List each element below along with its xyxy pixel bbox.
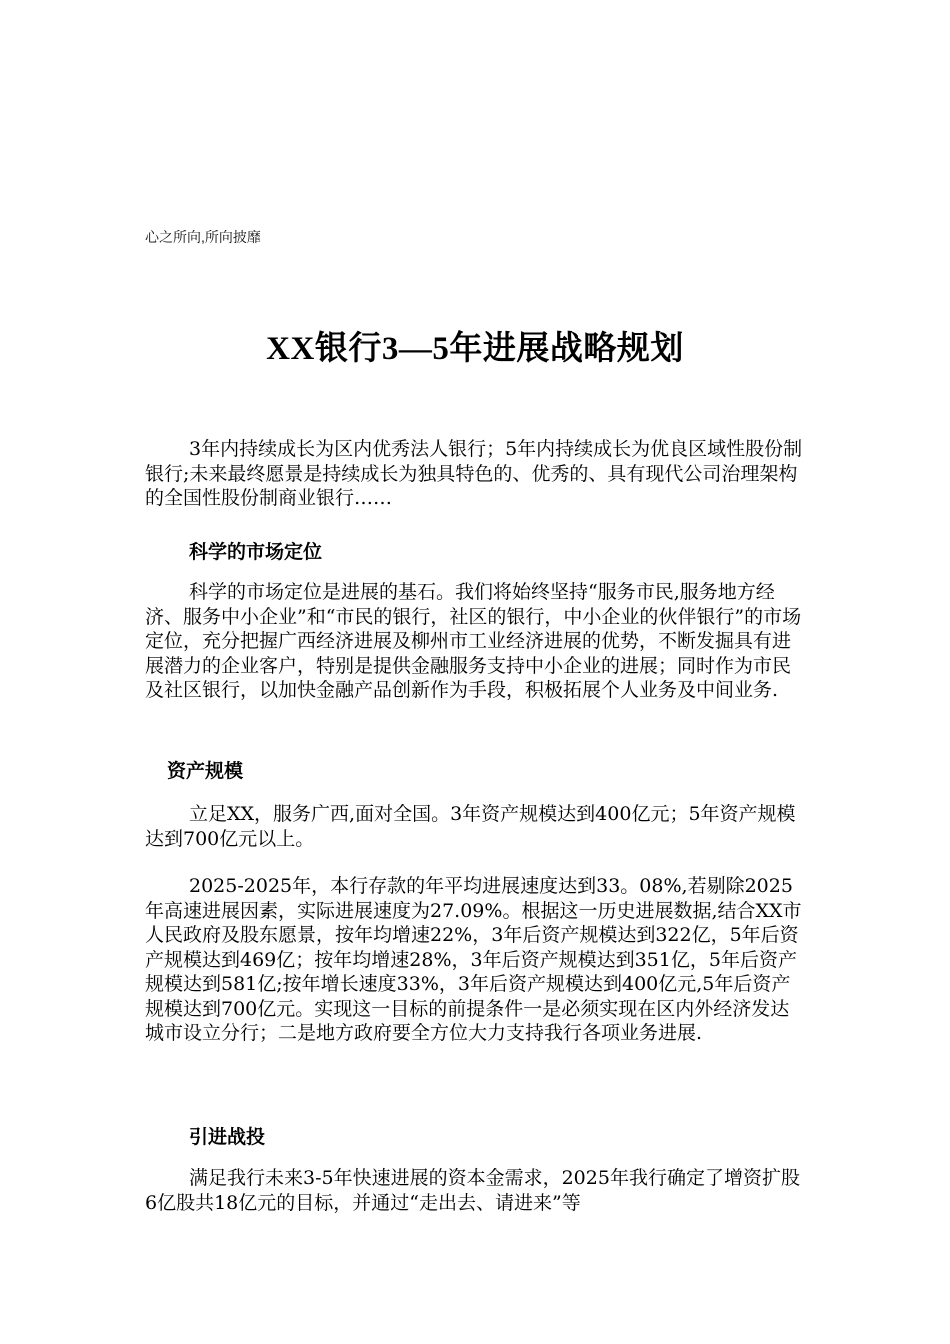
paragraph: 满足我行未来3-5年快速进展的资本金需求，2025年我行确定了增资扩股6亿股共18亿元的目标，并通过“走出去、请进来”等 (145, 1167, 800, 1214)
page-header-motto: 心之所向,所向披靡 (145, 229, 261, 245)
document-title: XX银行3—5年进展战略规划 (266, 331, 684, 367)
section-heading-strategic-investors: 引进战投 (189, 1126, 266, 1148)
intro-paragraph-block (145, 437, 805, 511)
section-body-strategic-investors (145, 1166, 805, 1215)
section-body-asset-scale-1 (145, 802, 805, 851)
section-body-asset-scale-2 (145, 874, 805, 1046)
intro-paragraph: 3年内持续成长为区内优秀法人银行；5年内持续成长为优良区域性股份制银行;未来最终愿景是持续成长为独具特色的、优秀的、具有现代公司治理架构的全国性股份制商业银行…… (145, 438, 803, 509)
paragraph: 科学的市场定位是进展的基石。我们将始终坚持“服务市民,服务地方经济、服务中小企业”和“市民的银行，社区的银行，中小企业的伙伴银行”的市场定位，充分把握广西经济进展及柳州市工业经济进展的优势，不断发掘具有进展潜力的企业客户，特别是提供金融服务支持中小企业的进展；同时作为市民及社区银行，以加快金融产品创新作为手段，积极拓展个人业务及中间业务. (145, 581, 802, 701)
section-body-market-positioning (145, 580, 805, 703)
section-heading-asset-scale: 资产规模 (167, 760, 244, 782)
section-heading-market-positioning: 科学的市场定位 (189, 541, 323, 563)
paragraph: 立足XX，服务广西,面对全国。3年资产规模达到400亿元；5年资产规模达到700亿元以上。 (145, 803, 796, 850)
paragraph: 2025-2025年，本行存款的年平均进展速度达到33。08%,若剔除2025年高速进展因素，实际进展速度为27.09%。根据这一历史进展数据,结合XX市人民政府及股东愿景，按年均增速22%，3年后资产规模达到322亿，5年后资产规模达到469亿；按年均增速28%，3年后资产规模达到351亿，5年后资产规模达到581亿;按年增长速度33%，3年后资产规模达到400亿元,5年后资产规模达到700亿元。实现这一目标的前提条件一是必须实现在区内外经济发达城市设立分行；二是地方政府要全方位大力支持我行各项业务进展. (145, 875, 802, 1044)
